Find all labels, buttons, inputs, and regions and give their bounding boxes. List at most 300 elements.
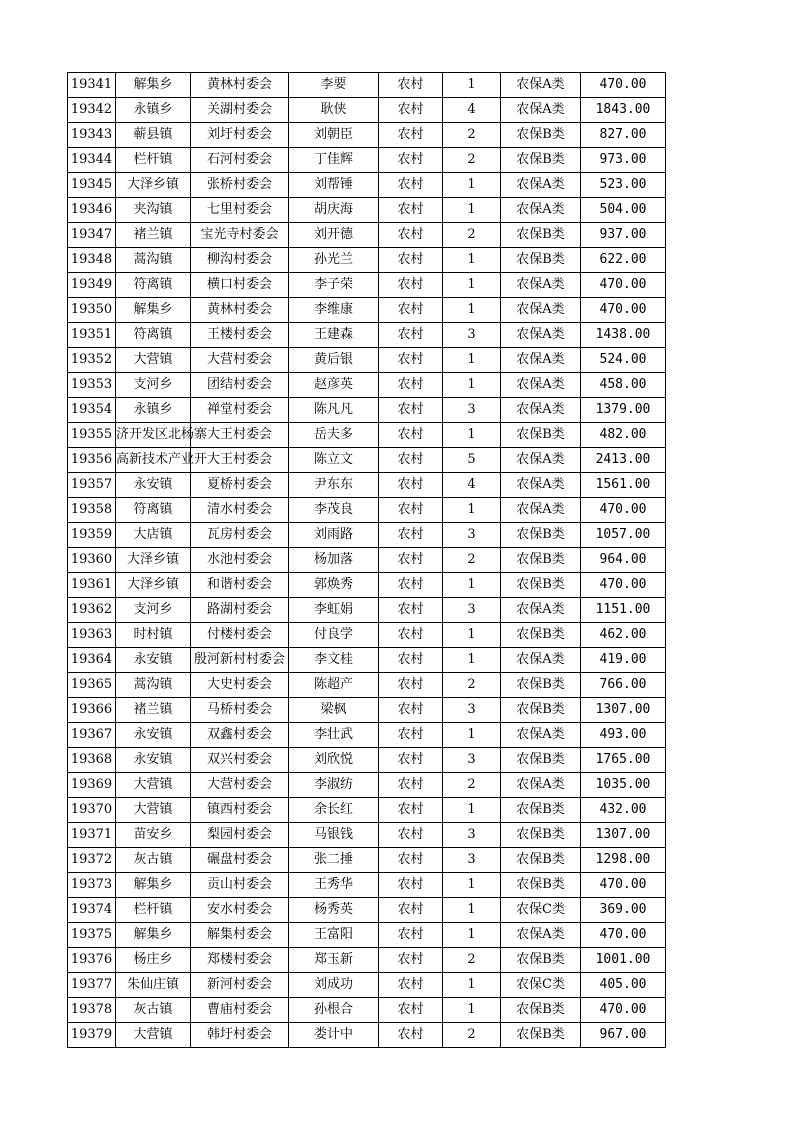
town-cell: 大营镇: [116, 348, 191, 373]
record-id-cell: 19361: [68, 573, 116, 598]
village-committee-cell: 付楼村委会: [191, 623, 289, 648]
household-type-cell: 农村: [379, 548, 443, 573]
record-id-cell: 19376: [68, 948, 116, 973]
town-cell: 灰古镇: [116, 998, 191, 1023]
member-count-cell: 3: [443, 598, 501, 623]
town-cell: 济开发区北杨寨: [116, 423, 191, 448]
amount-cell: 1561.00: [581, 473, 666, 498]
member-count-cell: 3: [443, 698, 501, 723]
record-id-cell: 19374: [68, 898, 116, 923]
amount-cell: 2413.00: [581, 448, 666, 473]
town-cell: 时村镇: [116, 623, 191, 648]
village-committee-cell: 新河村委会: [191, 973, 289, 998]
record-id-cell: 19360: [68, 548, 116, 573]
record-id-cell: 19366: [68, 698, 116, 723]
village-committee-cell: 刘圩村委会: [191, 123, 289, 148]
amount-cell: 1307.00: [581, 698, 666, 723]
person-name-cell: 李淑纺: [289, 773, 379, 798]
table-row: [68, 348, 666, 373]
insurance-category-cell: 农保B类: [501, 623, 581, 648]
household-type-cell: 农村: [379, 173, 443, 198]
member-count-cell: 3: [443, 848, 501, 873]
household-type-cell: 农村: [379, 598, 443, 623]
person-name-cell: 孙光兰: [289, 248, 379, 273]
amount-cell: 458.00: [581, 373, 666, 398]
person-name-cell: 马银钱: [289, 823, 379, 848]
town-cell: 蕲县镇: [116, 123, 191, 148]
person-name-cell: 刘朝臣: [289, 123, 379, 148]
household-type-cell: 农村: [379, 148, 443, 173]
insurance-category-cell: 农保B类: [501, 148, 581, 173]
amount-cell: 369.00: [581, 898, 666, 923]
village-committee-cell: 碾盘村委会: [191, 848, 289, 873]
amount-cell: 1843.00: [581, 98, 666, 123]
record-id-cell: 19370: [68, 798, 116, 823]
table-row: [68, 198, 666, 223]
household-type-cell: 农村: [379, 223, 443, 248]
record-id-cell: 19345: [68, 173, 116, 198]
member-count-cell: 1: [443, 898, 501, 923]
insurance-category-cell: 农保A类: [501, 273, 581, 298]
member-count-cell: 2: [443, 123, 501, 148]
town-cell: 灰古镇: [116, 848, 191, 873]
member-count-cell: 1: [443, 198, 501, 223]
record-id-cell: 19341: [68, 73, 116, 98]
amount-cell: 470.00: [581, 498, 666, 523]
insurance-category-cell: 农保A类: [501, 198, 581, 223]
amount-cell: 470.00: [581, 273, 666, 298]
village-committee-cell: 清水村委会: [191, 498, 289, 523]
town-cell: 符离镇: [116, 273, 191, 298]
amount-cell: 937.00: [581, 223, 666, 248]
village-committee-cell: 七里村委会: [191, 198, 289, 223]
insurance-category-cell: 农保B类: [501, 1023, 581, 1048]
town-cell: 大营镇: [116, 773, 191, 798]
town-cell: 高新技术产业开: [116, 448, 191, 473]
village-committee-cell: 贡山村委会: [191, 873, 289, 898]
amount-cell: 470.00: [581, 298, 666, 323]
record-id-cell: 19344: [68, 148, 116, 173]
record-id-cell: 19350: [68, 298, 116, 323]
village-committee-cell: 安水村委会: [191, 898, 289, 923]
person-name-cell: 李维康: [289, 298, 379, 323]
table-row: [68, 998, 666, 1023]
household-type-cell: 农村: [379, 848, 443, 873]
amount-cell: 470.00: [581, 923, 666, 948]
table-row: [68, 623, 666, 648]
table-row: [68, 98, 666, 123]
insurance-category-cell: 农保A类: [501, 773, 581, 798]
table-row: [68, 898, 666, 923]
person-name-cell: 刘雨路: [289, 523, 379, 548]
village-committee-cell: 大史村委会: [191, 673, 289, 698]
village-committee-cell: 双鑫村委会: [191, 723, 289, 748]
amount-cell: 1765.00: [581, 748, 666, 773]
person-name-cell: 陈凡凡: [289, 398, 379, 423]
person-name-cell: 李虹娟: [289, 598, 379, 623]
village-committee-cell: 团结村委会: [191, 373, 289, 398]
household-type-cell: 农村: [379, 873, 443, 898]
village-committee-cell: 和谐村委会: [191, 573, 289, 598]
town-cell: 大营镇: [116, 1023, 191, 1048]
household-type-cell: 农村: [379, 323, 443, 348]
person-name-cell: 杨秀英: [289, 898, 379, 923]
record-id-cell: 19357: [68, 473, 116, 498]
village-committee-cell: 宝光寺村委会: [191, 223, 289, 248]
table-row: [68, 173, 666, 198]
table-row: [68, 598, 666, 623]
member-count-cell: 3: [443, 523, 501, 548]
member-count-cell: 2: [443, 773, 501, 798]
insurance-category-cell: 农保B类: [501, 798, 581, 823]
person-name-cell: 耿侠: [289, 98, 379, 123]
village-committee-cell: 横口村委会: [191, 273, 289, 298]
insurance-category-cell: 农保A类: [501, 598, 581, 623]
table-row: [68, 248, 666, 273]
table-row: [68, 1023, 666, 1048]
town-cell: 大泽乡镇: [116, 573, 191, 598]
insurance-category-cell: 农保A类: [501, 448, 581, 473]
amount-cell: 967.00: [581, 1023, 666, 1048]
town-cell: 符离镇: [116, 498, 191, 523]
amount-cell: 462.00: [581, 623, 666, 648]
table-row: [68, 398, 666, 423]
table-row: [68, 298, 666, 323]
table-row: [68, 373, 666, 398]
table-body: [68, 73, 666, 1048]
person-name-cell: 尹东东: [289, 473, 379, 498]
member-count-cell: 1: [443, 73, 501, 98]
person-name-cell: 陈超产: [289, 673, 379, 698]
member-count-cell: 1: [443, 798, 501, 823]
amount-cell: 1001.00: [581, 948, 666, 973]
member-count-cell: 3: [443, 398, 501, 423]
member-count-cell: 2: [443, 548, 501, 573]
household-type-cell: 农村: [379, 473, 443, 498]
person-name-cell: 李茂良: [289, 498, 379, 523]
member-count-cell: 1: [443, 623, 501, 648]
household-type-cell: 农村: [379, 773, 443, 798]
person-name-cell: 付良学: [289, 623, 379, 648]
insurance-category-cell: 农保A类: [501, 398, 581, 423]
village-committee-cell: 禅堂村委会: [191, 398, 289, 423]
village-committee-cell: 曹庙村委会: [191, 998, 289, 1023]
table-row: [68, 573, 666, 598]
record-id-cell: 19378: [68, 998, 116, 1023]
town-cell: 大店镇: [116, 523, 191, 548]
member-count-cell: 1: [443, 923, 501, 948]
town-cell: 大泽乡镇: [116, 548, 191, 573]
person-name-cell: 黄后银: [289, 348, 379, 373]
household-type-cell: 农村: [379, 748, 443, 773]
insurance-category-cell: 农保B类: [501, 123, 581, 148]
record-id-cell: 19375: [68, 923, 116, 948]
record-id-cell: 19347: [68, 223, 116, 248]
member-count-cell: 2: [443, 948, 501, 973]
village-committee-cell: 水池村委会: [191, 548, 289, 573]
village-committee-cell: 殷河新村村委会: [191, 648, 289, 673]
member-count-cell: 1: [443, 423, 501, 448]
household-type-cell: 农村: [379, 123, 443, 148]
town-cell: 蒿沟镇: [116, 248, 191, 273]
member-count-cell: 1: [443, 273, 501, 298]
record-id-cell: 19346: [68, 198, 116, 223]
amount-cell: 493.00: [581, 723, 666, 748]
village-committee-cell: 大营村委会: [191, 773, 289, 798]
record-id-cell: 19362: [68, 598, 116, 623]
household-type-cell: 农村: [379, 73, 443, 98]
record-id-cell: 19371: [68, 823, 116, 848]
insurance-category-cell: 农保A类: [501, 923, 581, 948]
table-row: [68, 798, 666, 823]
record-id-cell: 19348: [68, 248, 116, 273]
town-cell: 永安镇: [116, 648, 191, 673]
table-row: [68, 848, 666, 873]
person-name-cell: 李子荣: [289, 273, 379, 298]
village-committee-cell: 大王村委会: [191, 448, 289, 473]
record-id-cell: 19379: [68, 1023, 116, 1048]
town-cell: 褚兰镇: [116, 698, 191, 723]
town-cell: 大营镇: [116, 798, 191, 823]
record-id-cell: 19351: [68, 323, 116, 348]
village-committee-cell: 石河村委会: [191, 148, 289, 173]
household-type-cell: 农村: [379, 98, 443, 123]
person-name-cell: 刘成功: [289, 973, 379, 998]
town-cell: 夹沟镇: [116, 198, 191, 223]
member-count-cell: 2: [443, 223, 501, 248]
person-name-cell: 王富阳: [289, 923, 379, 948]
household-type-cell: 农村: [379, 398, 443, 423]
village-committee-cell: 解集村委会: [191, 923, 289, 948]
household-type-cell: 农村: [379, 998, 443, 1023]
person-name-cell: 娄计中: [289, 1023, 379, 1048]
person-name-cell: 胡庆海: [289, 198, 379, 223]
household-type-cell: 农村: [379, 798, 443, 823]
person-name-cell: 李壮武: [289, 723, 379, 748]
table-row: [68, 773, 666, 798]
insurance-category-cell: 农保B类: [501, 548, 581, 573]
record-id-cell: 19352: [68, 348, 116, 373]
village-committee-cell: 马桥村委会: [191, 698, 289, 723]
record-id-cell: 19364: [68, 648, 116, 673]
amount-cell: 1379.00: [581, 398, 666, 423]
insurance-category-cell: 农保B类: [501, 523, 581, 548]
amount-cell: 622.00: [581, 248, 666, 273]
record-id-cell: 19372: [68, 848, 116, 873]
member-count-cell: 1: [443, 873, 501, 898]
person-name-cell: 梁枫: [289, 698, 379, 723]
household-type-cell: 农村: [379, 248, 443, 273]
insurance-category-cell: 农保B类: [501, 698, 581, 723]
insurance-category-cell: 农保A类: [501, 348, 581, 373]
person-name-cell: 刘欣悦: [289, 748, 379, 773]
town-cell: 褚兰镇: [116, 223, 191, 248]
person-name-cell: 王秀华: [289, 873, 379, 898]
household-type-cell: 农村: [379, 373, 443, 398]
household-type-cell: 农村: [379, 298, 443, 323]
record-id-cell: 19377: [68, 973, 116, 998]
household-type-cell: 农村: [379, 948, 443, 973]
person-name-cell: 刘帮锤: [289, 173, 379, 198]
insurance-category-cell: 农保B类: [501, 573, 581, 598]
person-name-cell: 张二捶: [289, 848, 379, 873]
record-id-cell: 19363: [68, 623, 116, 648]
person-name-cell: 岳夫多: [289, 423, 379, 448]
insurance-category-cell: 农保B类: [501, 848, 581, 873]
village-committee-cell: 关湖村委会: [191, 98, 289, 123]
person-name-cell: 李要: [289, 73, 379, 98]
amount-cell: 1438.00: [581, 323, 666, 348]
person-name-cell: 余长红: [289, 798, 379, 823]
town-cell: 大泽乡镇: [116, 173, 191, 198]
household-type-cell: 农村: [379, 423, 443, 448]
insurance-category-cell: 农保A类: [501, 323, 581, 348]
village-committee-cell: 王楼村委会: [191, 323, 289, 348]
town-cell: 解集乡: [116, 873, 191, 898]
amount-cell: 432.00: [581, 798, 666, 823]
table-row: [68, 323, 666, 348]
insurance-category-cell: 农保A类: [501, 373, 581, 398]
person-name-cell: 陈立文: [289, 448, 379, 473]
person-name-cell: 李文桂: [289, 648, 379, 673]
insurance-category-cell: 农保B类: [501, 823, 581, 848]
amount-cell: 1151.00: [581, 598, 666, 623]
table-row: [68, 673, 666, 698]
amount-cell: 419.00: [581, 648, 666, 673]
household-type-cell: 农村: [379, 698, 443, 723]
person-name-cell: 郑玉新: [289, 948, 379, 973]
village-committee-cell: 柳沟村委会: [191, 248, 289, 273]
table-row: [68, 923, 666, 948]
amount-cell: 1057.00: [581, 523, 666, 548]
member-count-cell: 3: [443, 323, 501, 348]
member-count-cell: 1: [443, 298, 501, 323]
member-count-cell: 1: [443, 498, 501, 523]
town-cell: 永镇乡: [116, 398, 191, 423]
village-committee-cell: 郑楼村委会: [191, 948, 289, 973]
amount-cell: 470.00: [581, 573, 666, 598]
insurance-category-cell: 农保A类: [501, 473, 581, 498]
amount-cell: 405.00: [581, 973, 666, 998]
household-type-cell: 农村: [379, 623, 443, 648]
table-row: [68, 873, 666, 898]
amount-cell: 766.00: [581, 673, 666, 698]
amount-cell: 470.00: [581, 998, 666, 1023]
insurance-category-cell: 农保B类: [501, 248, 581, 273]
record-id-cell: 19342: [68, 98, 116, 123]
member-count-cell: 1: [443, 348, 501, 373]
table-row: [68, 723, 666, 748]
village-committee-cell: 路湖村委会: [191, 598, 289, 623]
amount-cell: 470.00: [581, 73, 666, 98]
village-committee-cell: 梨园村委会: [191, 823, 289, 848]
insurance-category-cell: 农保B类: [501, 948, 581, 973]
town-cell: 解集乡: [116, 73, 191, 98]
member-count-cell: 2: [443, 148, 501, 173]
household-type-cell: 农村: [379, 723, 443, 748]
amount-cell: 973.00: [581, 148, 666, 173]
household-type-cell: 农村: [379, 273, 443, 298]
table-row: [68, 148, 666, 173]
table-row: [68, 498, 666, 523]
person-name-cell: 杨加落: [289, 548, 379, 573]
member-count-cell: 5: [443, 448, 501, 473]
insurance-category-cell: 农保A类: [501, 298, 581, 323]
table-row: [68, 123, 666, 148]
insurance-category-cell: 农保A类: [501, 498, 581, 523]
village-committee-cell: 张桥村委会: [191, 173, 289, 198]
amount-cell: 827.00: [581, 123, 666, 148]
table-row: [68, 273, 666, 298]
household-type-cell: 农村: [379, 523, 443, 548]
record-id-cell: 19368: [68, 748, 116, 773]
town-cell: 解集乡: [116, 298, 191, 323]
member-count-cell: 1: [443, 373, 501, 398]
table-row: [68, 423, 666, 448]
village-committee-cell: 大营村委会: [191, 348, 289, 373]
member-count-cell: 2: [443, 673, 501, 698]
town-cell: 朱仙庄镇: [116, 973, 191, 998]
amount-cell: 482.00: [581, 423, 666, 448]
member-count-cell: 1: [443, 573, 501, 598]
town-cell: 蒿沟镇: [116, 673, 191, 698]
record-id-cell: 19365: [68, 673, 116, 698]
household-type-cell: 农村: [379, 198, 443, 223]
household-type-cell: 农村: [379, 498, 443, 523]
town-cell: 栏杆镇: [116, 148, 191, 173]
table-row: [68, 648, 666, 673]
household-type-cell: 农村: [379, 448, 443, 473]
member-count-cell: 1: [443, 998, 501, 1023]
record-id-cell: 19369: [68, 773, 116, 798]
record-id-cell: 19356: [68, 448, 116, 473]
town-cell: 永安镇: [116, 473, 191, 498]
insurance-category-cell: 农保A类: [501, 723, 581, 748]
person-name-cell: 孙根合: [289, 998, 379, 1023]
table-row: [68, 223, 666, 248]
household-type-cell: 农村: [379, 573, 443, 598]
member-count-cell: 4: [443, 473, 501, 498]
household-type-cell: 农村: [379, 648, 443, 673]
record-id-cell: 19343: [68, 123, 116, 148]
village-committee-cell: 瓦房村委会: [191, 523, 289, 548]
amount-cell: 1298.00: [581, 848, 666, 873]
town-cell: 永安镇: [116, 723, 191, 748]
village-committee-cell: 黄林村委会: [191, 73, 289, 98]
town-cell: 符离镇: [116, 323, 191, 348]
amount-cell: 470.00: [581, 873, 666, 898]
insurance-category-cell: 农保C类: [501, 973, 581, 998]
record-id-cell: 19355: [68, 423, 116, 448]
insurance-category-cell: 农保B类: [501, 423, 581, 448]
member-count-cell: 1: [443, 248, 501, 273]
amount-cell: 523.00: [581, 173, 666, 198]
member-count-cell: 1: [443, 973, 501, 998]
town-cell: 支河乡: [116, 598, 191, 623]
data-table: [67, 72, 666, 1048]
person-name-cell: 王建森: [289, 323, 379, 348]
person-name-cell: 郭焕秀: [289, 573, 379, 598]
town-cell: 杨庄乡: [116, 948, 191, 973]
household-type-cell: 农村: [379, 923, 443, 948]
table-row: [68, 448, 666, 473]
table-row: [68, 548, 666, 573]
village-committee-cell: 双兴村委会: [191, 748, 289, 773]
town-cell: 永安镇: [116, 748, 191, 773]
amount-cell: 1307.00: [581, 823, 666, 848]
record-id-cell: 19358: [68, 498, 116, 523]
household-type-cell: 农村: [379, 823, 443, 848]
